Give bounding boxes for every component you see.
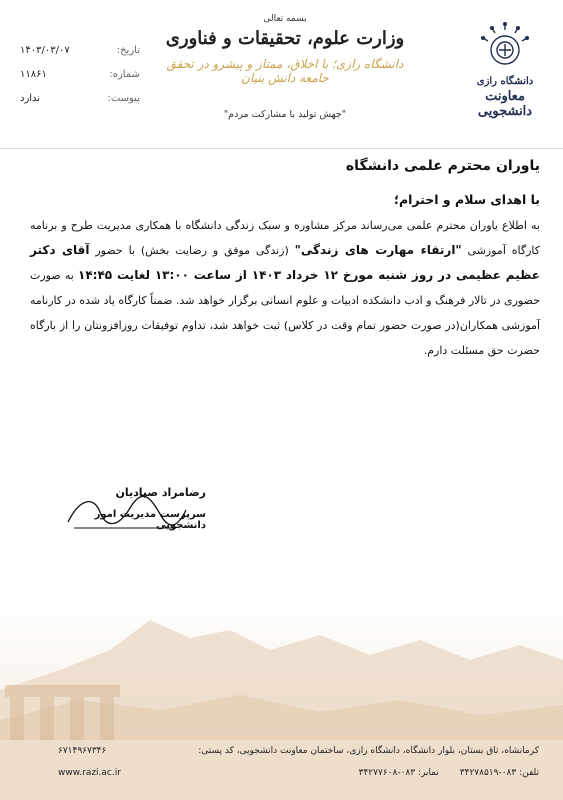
attachment-value: ندارد xyxy=(20,92,41,104)
university-logo-icon xyxy=(479,20,531,72)
invocation-text: بسمه تعالی xyxy=(263,14,307,24)
letterhead-center xyxy=(150,14,420,120)
paragraph-intro: به اطلاع یاوران محترم علمی می‌رساند مرکز مشاوره و سبک زندگی دانشگاه با همکاری مدیریت طرح و برنامه کارگاه آموزشی xyxy=(30,219,540,257)
letter-body xyxy=(30,158,540,363)
footer-fax: نمابر: ۰۸۳-۳۴۲۷۷۶۰۸ xyxy=(358,768,439,778)
header-divider xyxy=(0,148,563,149)
number-row xyxy=(20,62,140,86)
attachment-label: پیوست: xyxy=(107,92,140,104)
footer-postal-code: ۶۷۱۴۹۶۷۳۴۶ xyxy=(58,746,107,756)
ministry-title: وزارت علوم، تحقیقات و فناوری xyxy=(165,28,405,49)
letter-metadata xyxy=(20,38,140,110)
letter-footer xyxy=(0,742,563,800)
paragraph-mid: (زندگی موفق و رضایت بخش) با حضور xyxy=(95,244,289,257)
workshop-title: "ارتقاء مهارت های زندگی" xyxy=(294,243,462,257)
number-label: شماره: xyxy=(109,68,140,80)
signatory-name: رضامراد صیادیان xyxy=(115,486,206,499)
signature-block xyxy=(86,486,206,531)
logo-university-name: دانشگاه رازی xyxy=(476,76,534,87)
logo-department-name: معاونت دانشجویی xyxy=(477,89,533,119)
paragraph-end: به صورت حضوری در تالار فرهنگ و ادب دانشکده ادبیات و علوم انسانی برگزار خواهد شد. ضمناً کارگاه یاد شده در کارنامه آموزشی همکاران(در صورت حضور تمام وقت در کلاس) ثبت خواهد شد، تداوم توفیقات روزافزونتان را از بارگاه حضرت حق مسئلت دارم. xyxy=(30,269,540,357)
date-label: تاریخ: xyxy=(116,44,140,56)
attachment-row xyxy=(20,86,140,110)
footer-phone: تلفن: ۰۸۳-۳۴۲۷۸۵۱۹ xyxy=(459,768,539,778)
number-value: ۱۱۸۶۱ xyxy=(20,68,47,80)
footer-address: کرمانشاه، تاق بستان، بلوار دانشگاه، دانشگاه رازی، ساختمان معاونت دانشجویی، کد پستی: xyxy=(198,746,539,756)
date-row xyxy=(20,38,140,62)
date-value: ۱۴۰۳/۰۳/۰۷ xyxy=(20,44,70,56)
footer-website-link[interactable]: www.razi.ac.ir xyxy=(58,768,121,778)
footer-contacts xyxy=(341,768,539,778)
letter-paragraph xyxy=(30,213,540,363)
presenter-datetime: آقای دکتر عظیم عظیمی در روز شنبه مورخ ۱۲ خرداد ۱۴۰۳ از ساعت ۱۳:۰۰ لغایت ۱۴:۴۵ xyxy=(30,243,540,282)
signatory-title: سرپرست مدیریت امور دانشجویی xyxy=(94,509,206,531)
university-motto: دانشگاه رازی؛ با اخلاق، ممتاز و پیشرو در تحقق جامعه دانش بنیان xyxy=(166,57,404,85)
greeting-line: با اهدای سلام و احترام؛ xyxy=(393,192,540,207)
university-logo-block xyxy=(465,20,545,119)
addressee-heading: یاوران محترم علمی دانشگاه xyxy=(345,158,540,174)
slogan-text: "جهش تولید با مشارکت مردم" xyxy=(223,109,347,120)
